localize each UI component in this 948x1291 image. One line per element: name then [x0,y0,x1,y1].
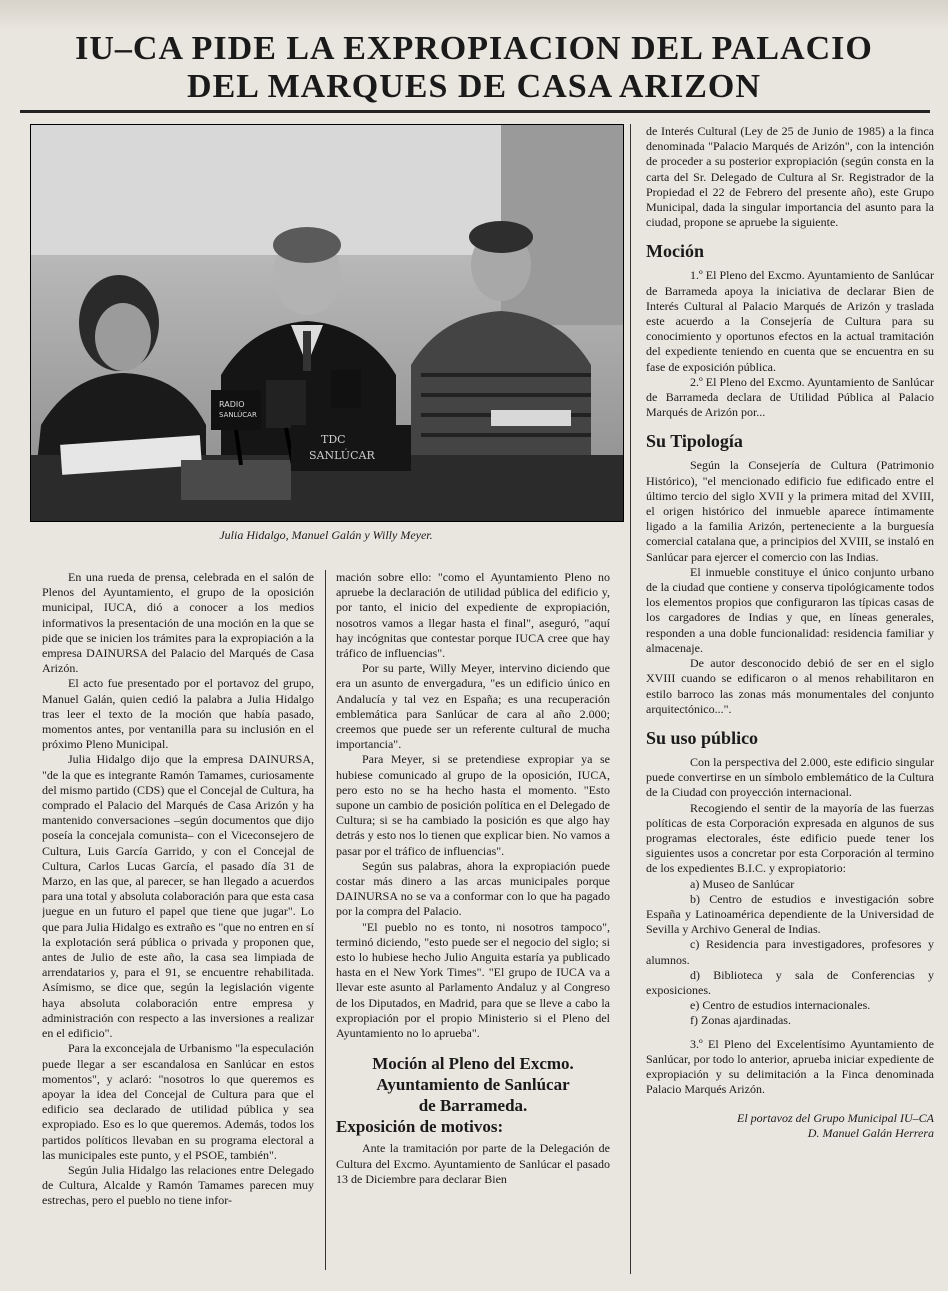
list-item: a) Museo de Sanlúcar [690,876,795,891]
list-item: f) Zonas ajardinadas. [690,1013,791,1028]
paragraph: El acto fue presentado por el portavoz del grupo, Manuel Galán, quien cedió la palabra a Julia Hidalgo tras leer el texto de la moción que había pasado, momentos antes, por ventanilla para su inclusión en el próximo Pleno Municipal. [42,676,314,752]
column-divider-2 [630,124,631,1274]
paragraph: Con la perspectiva del 2.000, este edificio singular puede convertirse en un símbolo emblemático de la Cultura de la Ciudad con proyección internacional. [646,754,934,800]
column-divider-1 [325,570,326,1270]
headline-rule [20,110,930,113]
motion-title-line-3: de Barrameda. [418,1096,528,1116]
paragraph: "El pueblo no es tonto, ni nosotros tampoco", terminó diciendo, "esto puede ser el negocio del siglo; si esto lo hubiese hecho Julio Anguita estaría ya publicado hasta en el New York Times". "El grupo de IUCA va a llevar este asunto al Parlamento Andaluz y al Congreso de los Diputados, en Madrid, para que se lleve a cabo la expropiación por el propio Ministerio si el Pleno del Ayuntamiento no lo aprueba". [336,919,610,1041]
article-column-2 [336,570,610,1270]
paragraph: de Interés Cultural (Ley de 25 de Junio de 1985) a la finca denominada "Palacio Marqués de Arizón", con la intención de proceder a su posterior expropiación (según consta en la carta del Sr. Delegado de Cultura al Sr. Registrador de la Propiedad el 22 de Febrero del presente año), este Grupo Municipal, dada la singular importancia del asunto para la ciudad, propone se apruebe la siguiente. [646,124,934,230]
paragraph: Por su parte, Willy Meyer, intervino diciendo que era un asunto de envergadura, "es un edificio único en Andalucía y tal vez en España; es una recuperación emblemática para Sanlúcar de cara al año 2.000; creemos que puede ser un referente cultural de mucha importancia". [336,661,610,752]
signature [646,1111,934,1141]
article-column-3 [646,124,934,1284]
paragraph: Según sus palabras, ahora la expropiación puede costar más dinero a las arcas municipales porque DAINURSA no se va a conformar con lo que ha pagado por la compra del Palacio. [336,858,610,919]
list-item: b) Centro de estudios e investigación sobre España y Latinoamérica dependiente de la Universidad de Sevilla y Archivo General de Indias. [646,891,934,937]
paragraph: 3.º El Pleno del Excelentísimo Ayuntamiento de Sanlúcar, por todo lo anterior, aprueba iniciar expediente de expropiación y su delimitación a la Finca denominada Palacio Marqués Arizón. [646,1036,934,1097]
section-heading-mocion: Moción [646,241,704,262]
mic-label-1: RADIO [219,400,245,409]
list-item: d) Biblioteca y sala de Conferencias y exposiciones. [646,967,934,997]
paragraph: 2.º El Pleno del Excmo. Ayuntamiento de Sanlúcar de Barrameda declara de Utilidad Pública al Palacio Marqués de Arizón por... [646,374,934,420]
paragraph: Ante la tramitación por parte de la Delegación de Cultura del Excmo. Ayuntamiento de Sanlúcar el pasado 13 de Diciembre para declarar Bien [336,1141,610,1186]
headline-line-2: DEL MARQUES DE CASA ARIZON [187,68,761,105]
headline [20,30,928,106]
paragraph: mación sobre ello: "como el Ayuntamiento Pleno no apruebe la declaración de utilidad pública del edificio y, por tanto, el inicio del expediente de expropiación, nosotros vamos a llegar hasta el final", aseguró, "aquí hay incógnitas que contestar porque IUCA cree que hay tráfico de influencias". [336,570,610,661]
paragraph: Recogiendo el sentir de la mayoría de las fuerzas políticas de esta Corporación expresada en algunos de sus programas electorales, éste edificio puede tener los siguientes usos a concretar por esta Corporación al termino de los expedientes B.I.C. y expropiatorio: [646,800,934,876]
paragraph: Según la Consejería de Cultura (Patrimonio Histórico), "el mencionado edificio fue edificado entre el último tercio del siglo XVII y la primera mitad del XVIII, el origen histórico del inmueble aparece íntimamente ligado a la familia Arizón, perteneciente a la burguesía comercial catalana que, a principios del XVIII, se instaló en Sanlúcar para ejercer el comercio con las Indias. [646,458,934,564]
photo-caption: Julia Hidalgo, Manuel Galán y Willy Meyer. [219,528,433,542]
paragraph: Para Meyer, si se pretendiese expropiar ya se hubiese comunicado al grupo de la oposición, IUCA, pero esto no se ha hecho hasta el momento. "Esto supone un cambio de posición política en el Delegado de Cultura; si se ha cambiado la posición es que algo hay detrás y esto nos lo tienen que explicar bien. No vamos a pasar por el tráfico de influencias". [336,752,610,858]
paragraph: Según Julia Hidalgo las relaciones entre Delegado de Cultura, Alcalde y Ramón Tamames parecen muy estrechas, pero el pueblo no tiene infor- [42,1162,314,1208]
motion-title-line-2: Ayuntamiento de Sanlúcar [376,1075,570,1095]
list-item: e) Centro de estudios internacionales. [690,998,871,1013]
section-heading-tipologia: Su Tipología [646,431,743,452]
mic-label-2: SANLÚCAR [219,411,257,419]
uses-list [646,877,934,1029]
motion-title-line-1: Moción al Pleno del Excmo. [372,1054,574,1074]
article-column-1 [42,570,314,1270]
list-item: c) Residencia para investigadores, profesores y alumnos. [646,937,934,967]
paragraph: Julia Hidalgo dijo que la empresa DAINURSA, "de la que es integrante Ramón Tamames, curiosamente del mismo partido (CDS) que el Concejal de Cultura, ha comprado el Palacio del Marqués de Casa Arizón y ha mantenido conversaciones –según documentos que dijo poseía la concejala comunista– con el Viceconsejero de Cultura, Luis García Garrido, y con el Concejal de Cultura, Carlos Lucas García, el pasado día 31 de Marzo, en las que, al parecer, se han llegado a acuerdos para una total y absoluta colaboración para que esta casa juegue en un futuro el papel que tiene que jugar". Lo que para Julia Hidalgo es extraño es "que no entren en sí la explotación será pública o privada y proponen que, antes de Julio de este año, la casa sea limpiada de arrendatarios y, para el 91, se encuentre rehabilitada. Asímismo, se dice que, según la legislación vigente haya absoluta colaboración entre empresa y administración con respecto a las inversiones a realizar en el edificio". [42,752,314,1041]
paragraph: De autor desconocido debió de ser en el siglo XVIII cuando se edificaron o al menos rehabilitaron en estilo barroco las zonas más monumentales del conjunto arquitectónico...". [646,656,934,716]
paragraph: El inmueble constituye el único conjunto urbano de la ciudad que contiene y conserva tipológicamente todos los elementos propios que configuraron las típicas casas de los cargadores de Indias y que, en líneas generales, responden a una doble funcionalidad: residencia familiar y almacenaje. [646,564,934,655]
desk-sign-1: TDC [321,433,346,446]
headline-line-1: IU–CA PIDE LA EXPROPIACION DEL PALACIO [75,30,873,67]
photo-illustration [31,125,623,521]
desk-sign-2: SANLÚCAR [309,449,375,462]
paragraph: En una rueda de prensa, celebrada en el salón de Plenos del Ayuntamiento, el grupo de la oposición municipal, IUCA, dió a conocer a los medios informativos la presentación de una moción en la que se pide que se inicien los trámites para la expropiación a la empresa DAINURSA del Palacio del Marqués de Casa Arizón. [42,570,314,676]
masthead-ghost [0,0,948,30]
motion-subtitle: Exposición de motivos: [336,1117,504,1137]
press-conference-photo [30,124,624,522]
section-heading-uso-publico: Su uso público [646,727,759,748]
signature-line-2: D. Manuel Galán Herrera [807,1126,934,1141]
paragraph: Para la exconcejala de Urbanismo "la especulación puede llegar a ser escandalosa en Sanlúcar en estos momentos", y aclaró: "nosotros lo que queremos es apoyar la idea del Concejal de Cultura para que el edificio sea declarado de utilidad pública y sea expropiado. Eso es lo que queremos. Además, todos los partidos políticos llevaban en su programa electoral a las municipales este punto, y el PSOE, también". [42,1041,314,1162]
paragraph: 1.º El Pleno del Excmo. Ayuntamiento de Sanlúcar de Barrameda apoya la iniciativa de declarar Bien de Interés Cultural al Palacio Marqués de Arizón y traslada este acuerdo a la Consejería de Cultura para su conocimiento y oportunos efectos en la actual tramitación del expediente teniendo en cuenta que se encuentra en su fase de exposición pública. [646,268,934,374]
motion-title [336,1053,610,1116]
signature-line-1: El portavoz del Grupo Municipal IU–CA [737,1111,934,1126]
